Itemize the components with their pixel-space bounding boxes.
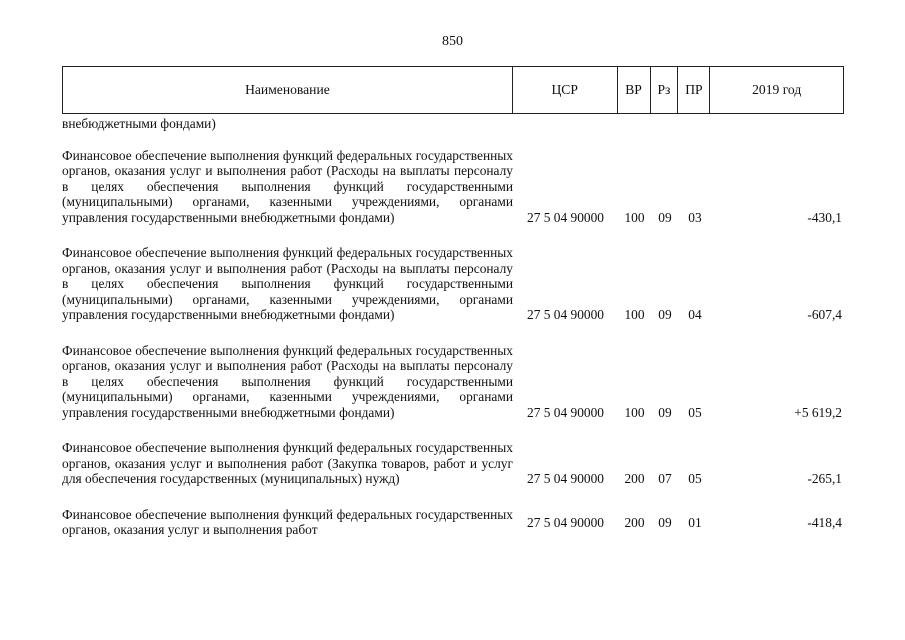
row-pr: 05 (688, 404, 702, 420)
row-rz: 07 (658, 471, 672, 486)
row-vr: 100 (624, 404, 645, 420)
row-name: Финансовое обеспечение выполнения функций федеральных государственных органов, оказания услуг и выполнения работ (Расходы на выплаты персоналу в целях обеспечения выполнения функций государственными (муниципальными) органами, казенными учреждениями, органами управления государственными внебюджетными фондами) (62, 245, 513, 322)
row-rz: 09 (658, 209, 672, 225)
row-pr: 01 (688, 514, 702, 530)
row-name: Финансовое обеспечение выполнения функций федеральных государственных органов, оказания услуг и выполнения работ (Закупка товаров, работ и услуг для обеспечения государственных (муниципальных) нужд) (62, 440, 513, 486)
table-row (62, 245, 844, 323)
row-amount: -418,4 (807, 514, 842, 530)
page-number: 850 (442, 34, 463, 49)
row-vr: 200 (624, 471, 645, 486)
row-amount: -607,4 (807, 307, 842, 322)
row-amount: -265,1 (807, 471, 842, 486)
row-csr: 27 5 04 90000 (527, 471, 604, 486)
header-pr: ПР (678, 67, 710, 113)
table-body (62, 114, 844, 538)
row-csr: 27 5 04 90000 (527, 404, 604, 420)
header-rz: Рз (651, 67, 679, 113)
table-row (62, 148, 844, 226)
row-pr: 04 (688, 307, 702, 322)
header-vr: ВР (618, 67, 651, 113)
row-vr: 100 (624, 307, 645, 322)
header-csr: ЦСР (513, 67, 618, 113)
row-amount: +5 619,2 (794, 404, 842, 420)
row-csr: 27 5 04 90000 (527, 514, 604, 530)
header-name: Наименование (63, 67, 513, 113)
row-name: Финансовое обеспечение выполнения функций федеральных государственных органов, оказания услуг и выполнения работ (Расходы на выплаты персоналу в целях обеспечения выполнения функций государственными (муниципальными) органами, казенными учреждениями, органами управления государственными внебюджетными фондами) (62, 147, 513, 225)
row-rz: 09 (658, 404, 672, 420)
row-rz: 09 (658, 307, 672, 322)
row-pr: 05 (688, 471, 702, 486)
row-vr: 200 (624, 514, 645, 530)
row-name: Финансовое обеспечение выполнения функций федеральных государственных органов, оказания услуг и выполнения работ (Расходы на выплаты персоналу в целях обеспечения выполнения функций государственными (муниципальными) органами, казенными учреждениями, органами управления государственными внебюджетными фондами) (62, 342, 513, 420)
header-year: 2019 год (752, 82, 802, 97)
table-row (62, 440, 844, 487)
row-csr: 27 5 04 90000 (527, 209, 604, 225)
continuation-text: внебюджетными фондами) (62, 116, 216, 131)
row-rz: 09 (658, 514, 672, 530)
table-header (62, 66, 844, 114)
row-name: Финансовое обеспечение выполнения функций федеральных государственных органов, оказания услуг и выполнения работ (62, 506, 513, 537)
row-csr: 27 5 04 90000 (527, 307, 604, 322)
table-row (62, 343, 844, 421)
row-pr: 03 (688, 209, 702, 225)
table-row (62, 507, 844, 538)
row-amount: -430,1 (807, 209, 842, 225)
row-vr: 100 (624, 209, 645, 225)
